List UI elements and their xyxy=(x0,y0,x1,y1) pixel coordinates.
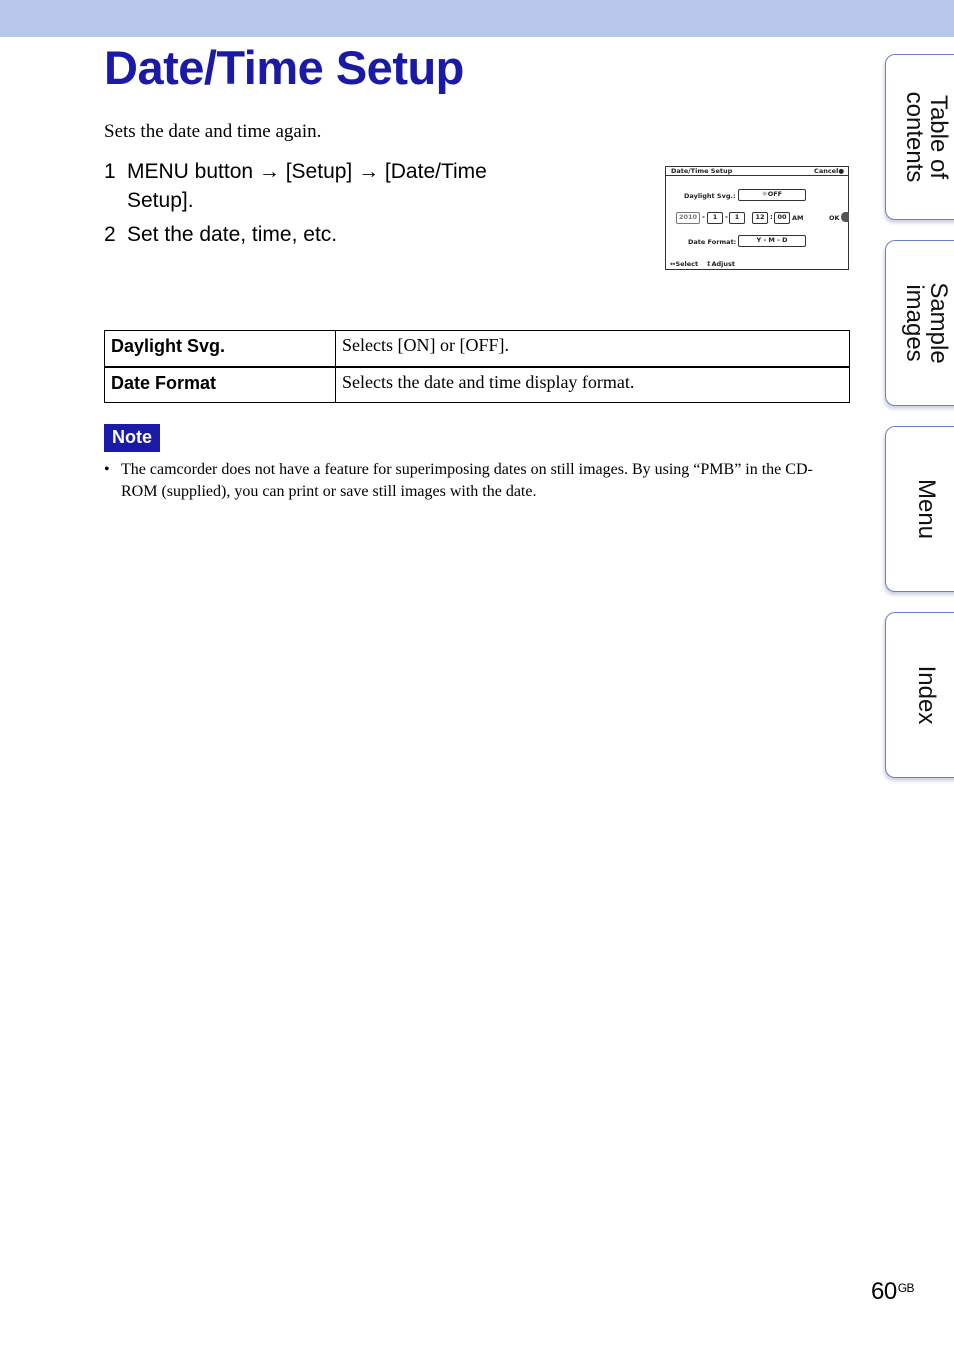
page-number-value: 60 xyxy=(871,1278,897,1305)
screen-daylight-value: ☼OFF xyxy=(738,189,806,201)
table-key: Date Format xyxy=(105,367,336,403)
page-number-suffix: GB xyxy=(897,1281,915,1295)
screen-footer-select: ↔Select xyxy=(670,260,699,268)
tab-table-of-contents[interactable] xyxy=(885,54,954,220)
camera-screen-image xyxy=(665,166,849,270)
tab-label: Index xyxy=(912,665,940,725)
settings-table xyxy=(104,330,850,403)
table-value: Selects [ON] or [OFF]. xyxy=(336,331,850,367)
screen-daylight-label: Daylight Svg.: xyxy=(684,192,736,200)
tab-menu[interactable] xyxy=(885,426,954,592)
step-1 xyxy=(104,157,564,217)
top-color-band xyxy=(0,0,954,37)
screen-format-value: Y - M - D xyxy=(738,235,806,247)
screen-day-box: 1 xyxy=(729,212,745,224)
step-2 xyxy=(104,220,564,250)
screen-year-box: 2010 xyxy=(676,212,700,224)
note-bullet: • xyxy=(104,461,110,478)
tab-index[interactable] xyxy=(885,612,954,778)
table-row xyxy=(105,367,850,403)
screen-hour-box: 12 xyxy=(752,212,768,224)
screen-title: Date/Time Setup xyxy=(671,167,733,175)
screen-minute-box: 00 xyxy=(774,212,790,224)
table-key: Daylight Svg. xyxy=(105,331,336,367)
screen-ok-dial-icon xyxy=(841,212,849,222)
screen-ampm: AM xyxy=(792,214,804,222)
step-text: MENU button → [Setup] → [Date/Time Setup]. xyxy=(127,160,487,212)
screen-date-separator: - xyxy=(725,213,728,221)
tab-label: Table of contents xyxy=(900,91,952,183)
intro-text: Sets the date and time again. xyxy=(104,121,322,142)
page-title: Date/Time Setup xyxy=(104,41,464,94)
screen-ok: OK xyxy=(829,214,840,222)
page-number xyxy=(871,1278,913,1306)
table-value: Selects the date and time display format. xyxy=(336,367,850,403)
tab-sample-images[interactable] xyxy=(885,240,954,406)
note-item xyxy=(104,459,849,502)
screen-format-label: Date Format: xyxy=(688,238,737,246)
screen-time-separator: : xyxy=(770,213,773,221)
step-number: 1 xyxy=(104,160,116,183)
step-number: 2 xyxy=(104,223,116,246)
screen-month-box: 1 xyxy=(707,212,723,224)
step-text: Set the date, time, etc. xyxy=(127,223,338,246)
note-body: The camcorder does not have a feature for superimposing dates on still images. By using “PMB” in the CD-ROM (supplied), you can print or save still images with the date. xyxy=(121,461,813,500)
table-row xyxy=(105,331,850,367)
note-badge: Note xyxy=(104,424,160,452)
screen-header xyxy=(666,167,848,176)
tab-label: Sample images xyxy=(900,282,952,364)
screen-cancel: Cancel● xyxy=(814,167,844,175)
screen-date-separator: - xyxy=(702,213,705,221)
tab-label: Menu xyxy=(912,478,940,540)
screen-footer-adjust: ↕Adjust xyxy=(706,260,735,268)
